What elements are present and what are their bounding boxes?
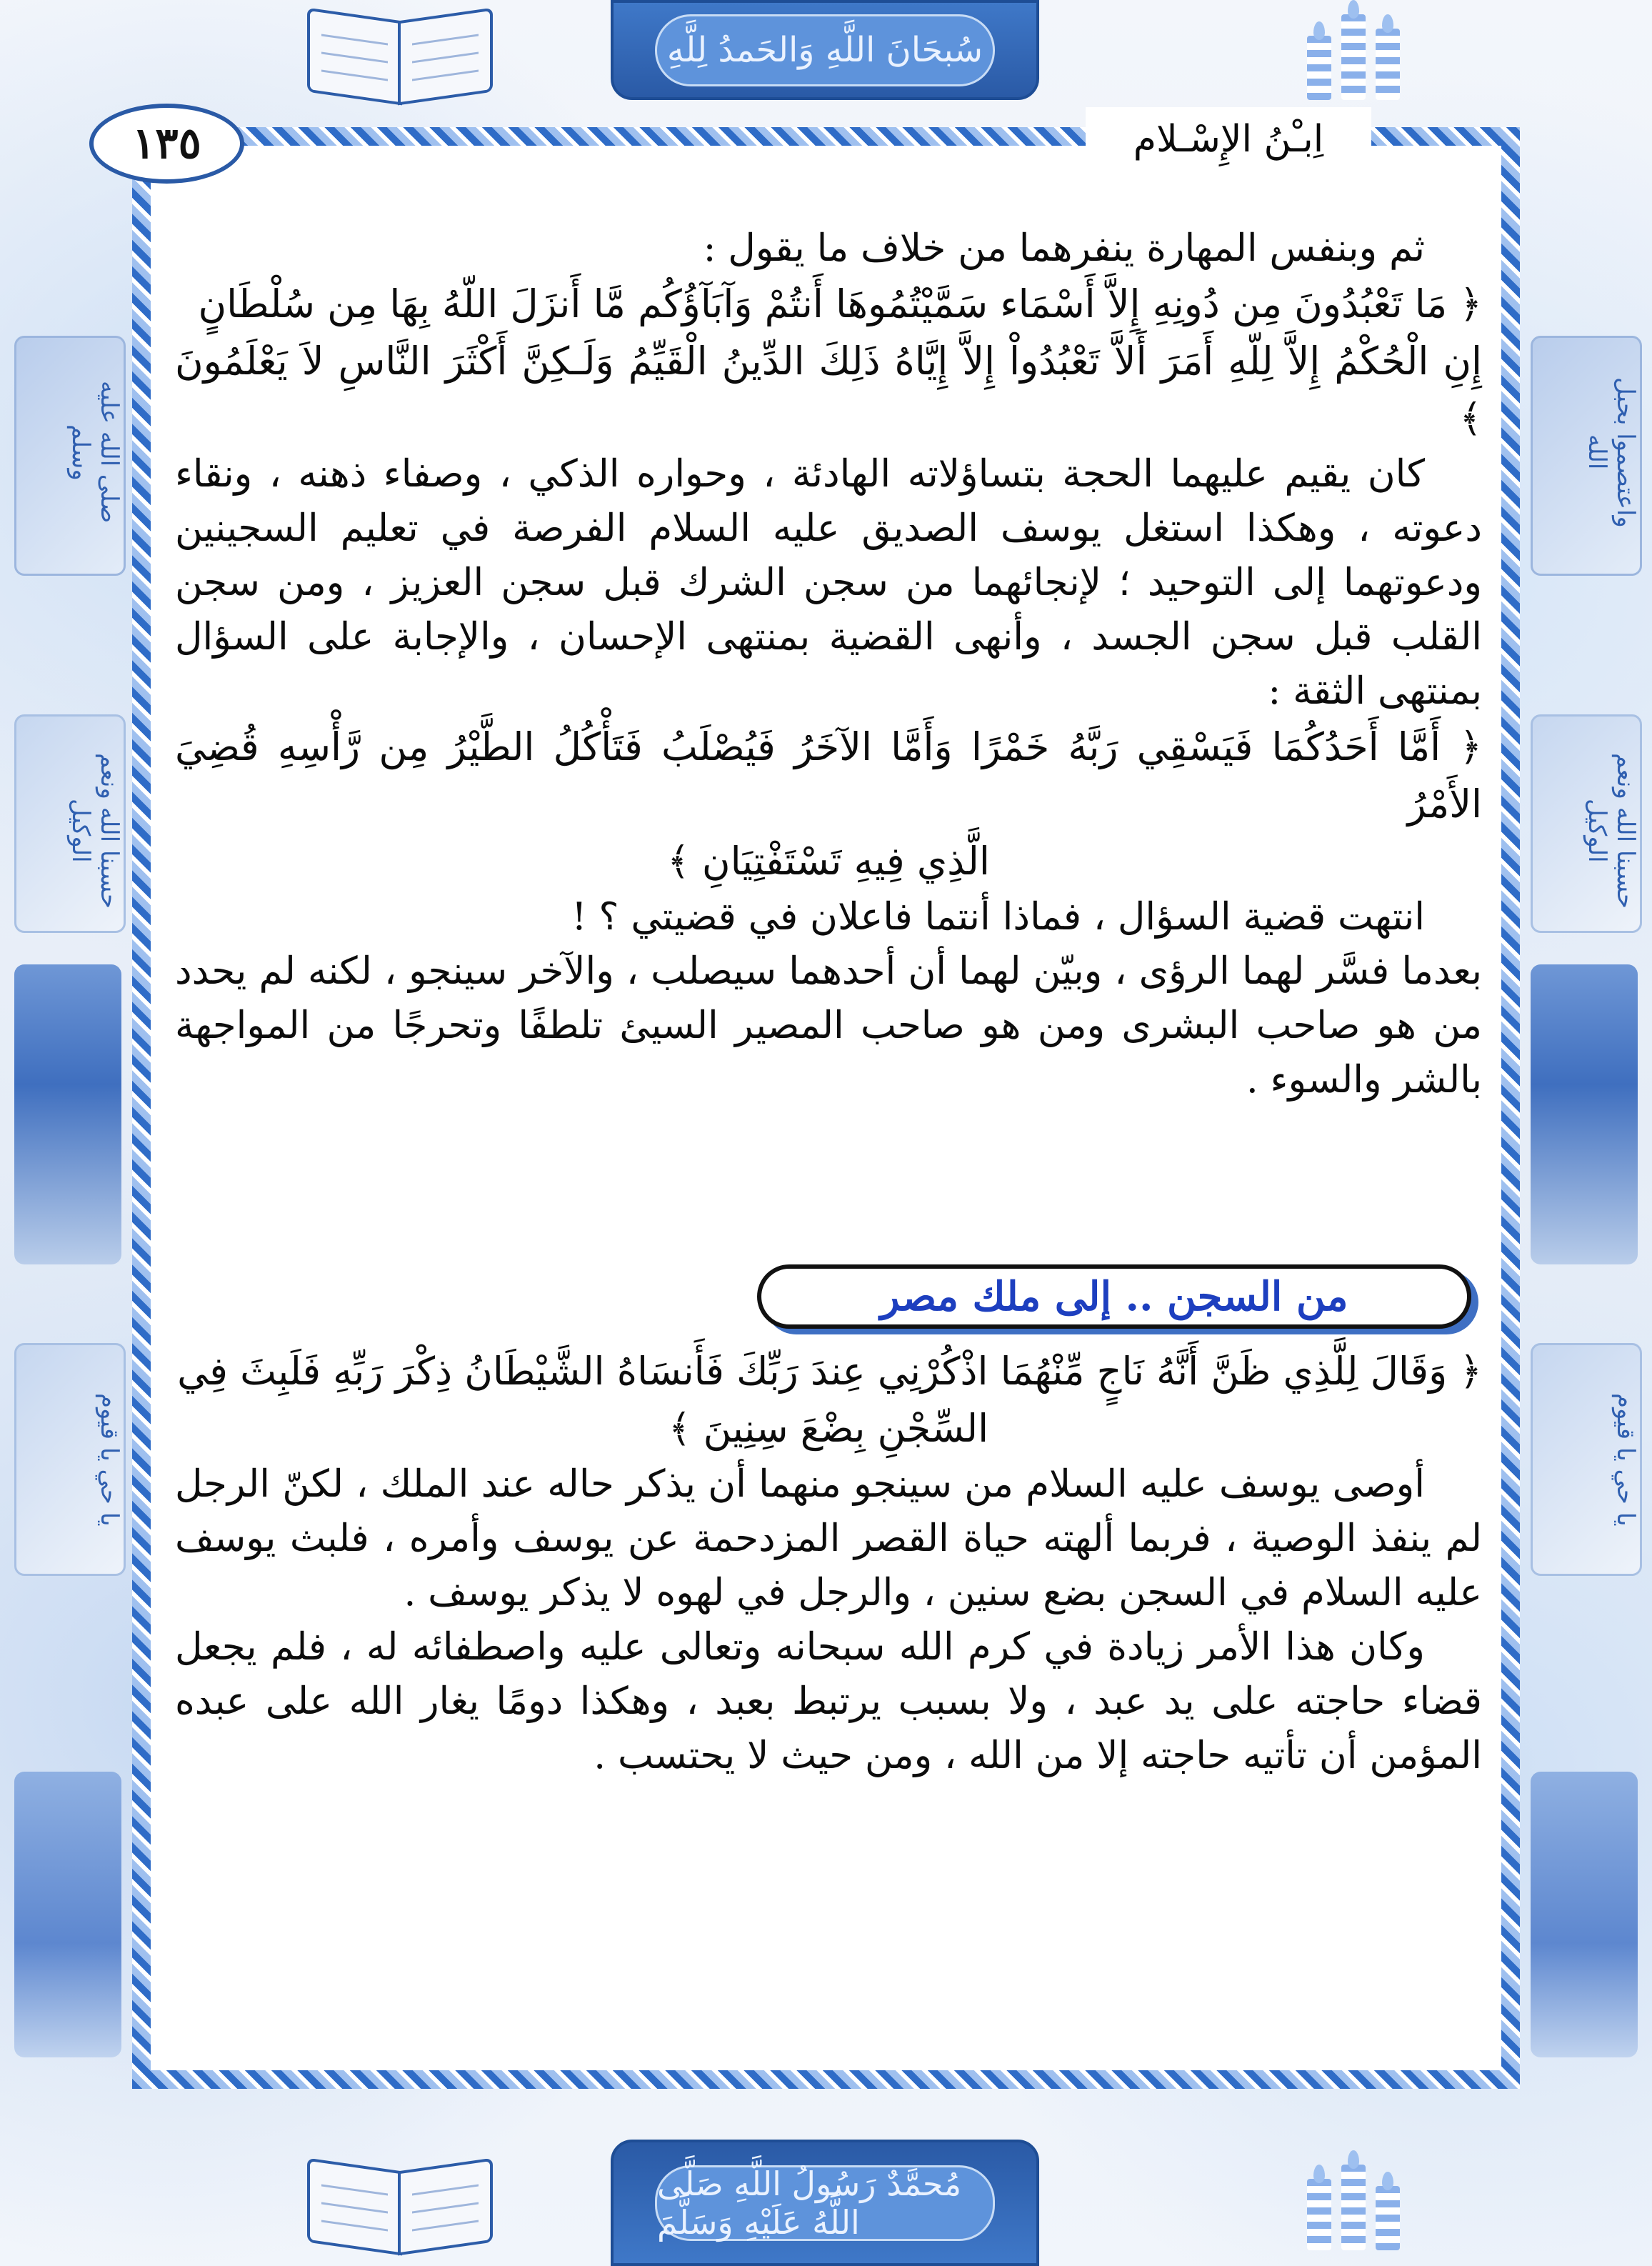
page-body-continued [175,1343,1482,1783]
candles-icon [1300,0,1407,107]
paragraph: وكان هذا الأمر زيادة في كرم الله سبحانه وتعالى عليه واصطفائه له ، فلم يجعل قضاء حاجته على يد عبد ، ولا بسبب يرتبط بعبد ، وهكذا دومًا يغار الله على عبده المؤمن أن تأتيه حاجته إلا من الله ، ومن حيث لا يحتسب . [175,1625,1482,1777]
paragraph: بعدما فسَّر لهما الرؤى ، وبيّن لهما أن أحدهما سيصلب ، والآخر سينجو ، لكنه لم يحدد من هو صاحب البشرى ومن هو صاحب المصير السيئ تلطفًا وتحرجًا من المواجهة بالشر والسوء . [175,949,1482,1102]
paragraph: كان يقيم عليهما الحجة بتساؤلاته الهادئة ، وحواره الذكي ، وصفاء ذهنه ، ونقاء دعوته ، وهكذا استغل يوسف الصديق عليه السلام الفرصة في تعليم السجينين ودعوتهما إلى التوحيد ؛ لإنجائهما من سجن الشرك قبل سجن العزيز ، ومن سجن القلب قبل سجن الجسد ، وأنهى القضية بمنتهى الإحسان ، والإجابة على السؤال بمنتهى الثقة : [175,452,1482,713]
calligraphy-panel-right-bottom [1531,1343,1642,1576]
calligraphy-panel-right-top [1531,336,1642,576]
quran-quote: السِّجْنِ بِضْعَ سِنِينَ ﴾ [668,1406,989,1451]
mosque-image [1531,1772,1638,2057]
calligraphy-text: يا حي يا قيوم [1611,1392,1640,1527]
paragraph: أوصى يوسف عليه السلام من سينجو منهما أن يذكر حاله عند الملك ، لكنّ الرجل لم ينفذ الوصية ، فربما ألهته حياة القصر المزدحمة عن يوسف وأمره ، فلبث يوسف عليه السلام في السجن بضع سنين ، والرجل في لهوه لا يذكر يوسف . [175,1462,1482,1614]
quran-quote: ﴿ أَمَّا أَحَدُكُمَا فَيَسْقِي رَبَّهُ خَمْرًا وَأَمَّا الآخَرُ فَيُصْلَبُ فَتَأْكُلُ الطَّيْرُ مِن رَّأْسِهِ قُضِيَ الأَمْرُ [175,724,1482,827]
top-banner [611,0,1039,100]
calligraphy-text: حسبنا الله ونعم الوكيل [1583,752,1640,909]
calligraphy-text: يا حي يا قيوم [95,1392,124,1527]
bottom-banner-calligraphy: مُحمَّدٌ رَسُولُ اللَّهِ صَلَّى اللَّهُ عَلَيْهِ وَسَلَّمَ [655,2165,995,2241]
calligraphy-panel-left-top [14,336,126,576]
calligraphy-panel-left-bottom [14,1343,126,1576]
open-book-icon [307,0,493,107]
calligraphy-panel-left-mid [14,714,126,933]
quran-quote: ﴿ وَقَالَ لِلَّذِي ظَنَّ أَنَّهُ نَاجٍ مِّنْهُمَا اذْكُرْنِي عِندَ رَبِّكَ فَأَنسَاهُ الشَّيْطَانُ ذِكْرَ رَبِّهِ فَلَبِثَ فِي [177,1349,1482,1394]
paragraph: انتهت قضية السؤال ، فماذا أنتما فاعلان في قضيتي ؟ ! [571,895,1425,939]
candles-icon [1300,2150,1407,2257]
book-title: اِبـْنُ الإِسْـلام [1086,107,1371,171]
kaaba-image [14,964,121,1264]
page-body [175,221,1482,1107]
calligraphy-text: صلى الله عليه وسلم [66,381,124,524]
section-heading: من السجن .. إلى ملك مصر [757,1264,1471,1329]
page-number: ١٣٥ [89,104,244,184]
top-banner-calligraphy: سُبحَانَ اللَّهِ وَالحَمدُ لِلَّهِ [655,14,995,86]
calligraphy-text: حسبنا الله ونعم الوكيل [66,752,124,909]
section-heading-box [757,1264,1471,1329]
kaaba-image [1531,964,1638,1264]
right-decoration [1516,0,1652,2266]
left-decoration [0,0,136,2266]
open-book-icon [307,2150,493,2257]
quran-quote: الَّذِي فِيهِ تَسْتَفْتِيَانِ ﴾ [667,839,990,884]
bottom-banner [611,2140,1039,2266]
mosque-image [14,1772,121,2057]
calligraphy-panel-right-mid [1531,714,1642,933]
calligraphy-text: واعتصموا بحبل الله [1583,376,1640,528]
quran-quote: إِنِ الْحُكْمُ إِلاَّ لِلّهِ أَمَرَ أَلاَّ تَعْبُدُواْ إِلاَّ إِيَّاهُ ذَلِكَ الدِّينُ الْقَيِّمُ وَلَـكِنَّ أَكْثَرَ النَّاسِ لاَ يَعْلَمُونَ ﴾ [175,339,1482,441]
quran-quote: ﴿ مَا تَعْبُدُونَ مِن دُونِهِ إِلاَّ أَسْمَاء سَمَّيْتُمُوهَا أَنتُمْ وَآبَآؤُكُم مَّا أَنزَلَ اللّهُ بِهَا مِن سُلْطَانٍ [198,281,1482,326]
intro-text: ثم وبنفس المهارة ينفرهما من خلاف ما يقول : [703,226,1425,270]
